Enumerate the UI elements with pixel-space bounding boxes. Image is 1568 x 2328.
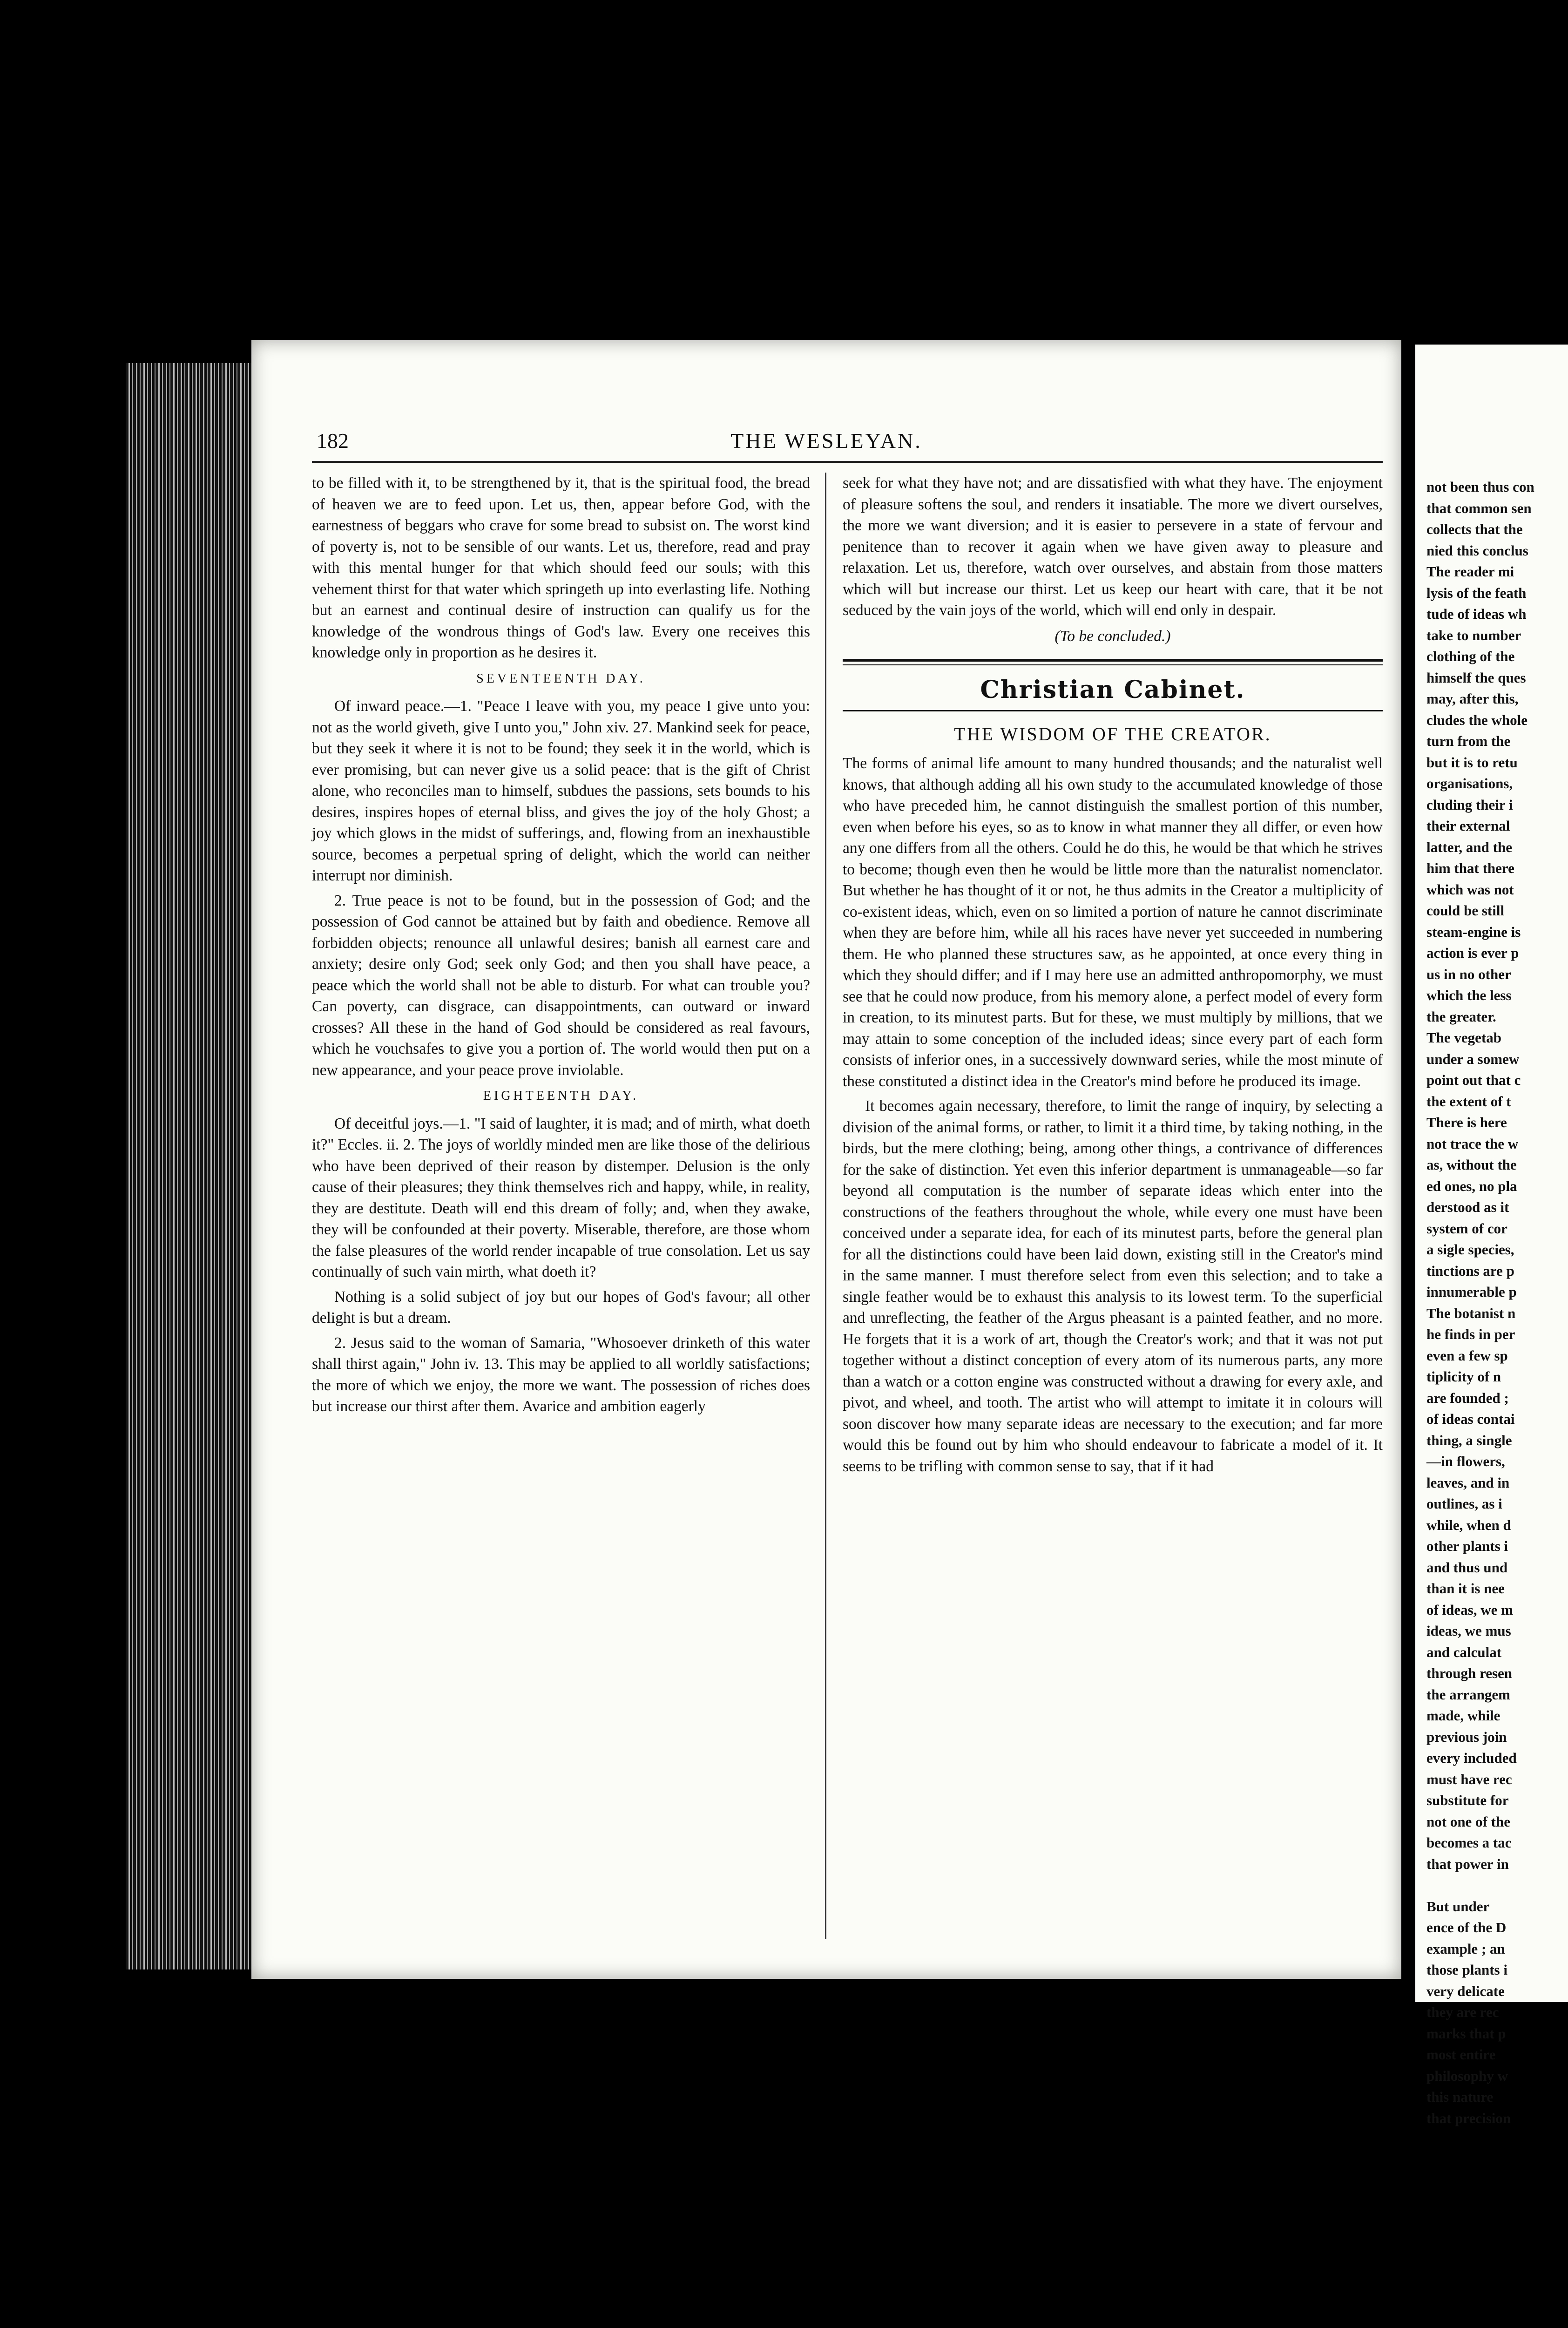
right-page-line: ed ones, no pla xyxy=(1426,1178,1517,1194)
right-page-line: which was not xyxy=(1426,881,1514,898)
book-edge xyxy=(126,363,261,1969)
right-page-line: organisations, xyxy=(1426,775,1513,792)
right-page-line: marks that p xyxy=(1426,2025,1506,2042)
right-page-line: are founded ; xyxy=(1426,1389,1509,1406)
right-page-line: he finds in per xyxy=(1426,1326,1515,1342)
right-page-line: derstood as it xyxy=(1426,1199,1509,1215)
left-column xyxy=(312,473,810,1421)
right-page-line: thing, a single xyxy=(1426,1432,1512,1448)
right-page-line: cluding their i xyxy=(1426,796,1513,813)
right-page-line: but it is to retu xyxy=(1426,754,1518,771)
section-title: Christian Cabinet. xyxy=(980,676,1245,704)
right-page-line: himself the ques xyxy=(1426,669,1526,686)
right-page-line: this nature xyxy=(1426,2089,1494,2105)
right-page-line: their external xyxy=(1426,818,1510,834)
right-page-line: action is ever p xyxy=(1426,945,1519,961)
right-page-line: which the less xyxy=(1426,987,1512,1003)
right-page-line: latter, and the xyxy=(1426,839,1512,855)
right-page-line: than it is nee xyxy=(1426,1580,1505,1597)
day-heading: EIGHTEENTH DAY. xyxy=(483,1089,639,1103)
right-page-line: The vegetab xyxy=(1426,1029,1502,1046)
paragraph: Nothing is a solid subject of joy but our hopes of God's favour; all other delight is but a dream. xyxy=(312,1288,810,1326)
right-page-line: that precision xyxy=(1426,2110,1511,2126)
right-page-line: the extent of t xyxy=(1426,1093,1511,1110)
right-page-line: not been thus con xyxy=(1426,479,1534,495)
right-page-line: him that there xyxy=(1426,860,1514,876)
right-page-line: the greater. xyxy=(1426,1008,1496,1025)
right-page-line: outlines, as i xyxy=(1426,1496,1502,1512)
article-title: THE WISDOM OF THE CREATOR. xyxy=(954,723,1271,744)
right-page-line: that common sen xyxy=(1426,500,1532,516)
column-divider xyxy=(825,473,826,1939)
right-page-line: There is here xyxy=(1426,1114,1507,1130)
paragraph: seek for what they have not; and are dissatisfied with what they have. The enjoyment of pleasure softens the soul, and renders it insatiable. The more we divert ourselves, the more we want diversion; and it is easier to persevere in a state of fervour and penitence than to recover it again when we have given away to pleasure and relaxation. Let us, therefore, watch over ourselves, and abstain from those matters which will but increase our thirst. Let us keep our heart with care, that it be not seduced by the vain joys of the world, which will end only in despair. xyxy=(843,474,1383,619)
right-page-line: But under xyxy=(1426,1898,1490,1915)
right-page-line: most entire xyxy=(1426,2046,1496,2063)
page-header xyxy=(251,428,1401,456)
right-page-line: very delicate xyxy=(1426,1983,1505,1999)
right-column xyxy=(843,473,1383,1481)
continuation-note: (To be concluded.) xyxy=(1054,627,1171,645)
title-rule xyxy=(843,710,1383,711)
right-page-line: made, while xyxy=(1426,1707,1500,1724)
right-page-line: of ideas contai xyxy=(1426,1411,1515,1427)
right-page-line: steam-engine is xyxy=(1426,923,1521,940)
paragraph: to be filled with it, to be strengthened by it, that is the spiritual food, the bread of heaven we are to feed upon. Let us, then, appear before God, with the earnestness of beggars who crave for some bread to subsist on. The worst kind of poverty is, not to be sensible of our wants. Let us, therefore, read and pray with this mental hunger for that which should feed our souls; with this vehement thirst for that water which springeth up into everlasting life. Nothing but an earnest and continual desire of instruction can qualify us for the knowledge of the wondrous things of God's law. Every one receives this knowledge only in proportion as he desires it. xyxy=(312,474,810,661)
right-page-line: not trace the w xyxy=(1426,1135,1519,1152)
paragraph: Of inward peace.—1. "Peace I leave with you, my peace I give unto you: not as the world giveth, give I unto you," John xiv. 27. Mankind seek for peace, but they seek it where it is not to be found; they seek it in the world, which is ever promising, but can never give us a solid peace: that is the gift of Christ alone, who reconciles man to himself, subdues the passions, sets bounds to his desires, inspires hopes of eternal bliss, and gives the joy of the holy Ghost; a joy which glows in the midst of sufferings, and, flowing from an inexhaustible source, becomes a perpetual spring of delight, which the world can neither interrupt nor diminish. xyxy=(312,697,810,884)
right-page-line: and thus und xyxy=(1426,1559,1508,1576)
right-page-line: collects that the xyxy=(1426,521,1523,537)
right-page-line: a sigle species, xyxy=(1426,1241,1514,1258)
right-page-line: becomes a tac xyxy=(1426,1834,1512,1851)
header-rule xyxy=(312,461,1383,463)
right-page-line: they are rec xyxy=(1426,2004,1499,2020)
right-page-line: The botanist n xyxy=(1426,1305,1516,1321)
right-page-line: innumerable p xyxy=(1426,1284,1517,1300)
right-page-line: under a somew xyxy=(1426,1050,1520,1067)
right-page-line: ence of the D xyxy=(1426,1919,1507,1935)
right-page-line: may, after this, xyxy=(1426,690,1519,707)
right-page-line: every included xyxy=(1426,1750,1517,1766)
right-page-line: turn from the xyxy=(1426,733,1511,749)
paragraph: 2. Jesus said to the woman of Samaria, "Whosoever drinketh of this water shall thirst again," John iv. 13. This may be applied to all worldly satisfactions; the more of which we enjoy, the more we want. The possession of riches does but increase our thirst after them. Avarice and ambition eagerly xyxy=(312,1334,810,1415)
page-number: 182 xyxy=(317,429,349,453)
right-page-line: through resen xyxy=(1426,1665,1513,1681)
right-page-line: example ; an xyxy=(1426,1940,1505,1957)
right-page-line: point out that c xyxy=(1426,1072,1521,1088)
right-page-line: must have rec xyxy=(1426,1771,1512,1787)
right-page-line: us in no other xyxy=(1426,966,1511,982)
right-page-line: system of cor xyxy=(1426,1220,1507,1237)
right-page-line: leaves, and in xyxy=(1426,1474,1510,1491)
right-page-line: of ideas, we m xyxy=(1426,1601,1513,1618)
running-title: THE WESLEYAN. xyxy=(730,429,922,453)
right-page-line: while, when d xyxy=(1426,1516,1511,1533)
right-page-line: take to number xyxy=(1426,627,1521,643)
right-page-line: and calculat xyxy=(1426,1644,1502,1660)
right-page-line: philosophy w xyxy=(1426,2067,1508,2084)
right-page-line: The reader mi xyxy=(1426,563,1514,580)
right-page-line: lysis of the feath xyxy=(1426,584,1527,601)
day-heading: SEVENTEENTH DAY. xyxy=(476,671,646,686)
right-page-text xyxy=(1426,476,1561,2129)
paragraph: It becomes again necessary, therefore, to limit the range of inquiry, by selecting a division of the animal forms, or rather, to limit it a third time, by taking nothing, in the birds, but the mere clothing; being, among other things, a contrivance of differences for the sake of distinction. Yet even this inferior department is unmanageable—so far beyond all computation is the number of separate ideas which enter into the constructions of the feathers throughout the whole, while every one must have been conceived under a separate idea, for each of its minutest parts, before the general plan for all the distinctions could have been laid down, existing still in the Creator's mind in the same manner. I must therefore select from even this selection; and to take a single feather would be to exhaust this analysis to its lowest term. To the superficial and unreflecting, the feather of the Argus pheasant is a painted feather, and no more. He forgets that it is a work of art, though the Creator's work; and that it was not put together without a distinct conception of every atom of its numerous parts, any more than a watch or a cotton engine was constructed without a drawing for every axle, and pivot, and wheel, and tooth. The artist who will attempt to imitate it in colours will soon discover how many separate ideas are necessary to the execution; and far more would this be found out by him who should endeavour to fabricate a model of it. It seems to be trifling with common sense to say, that if it had xyxy=(843,1097,1383,1475)
right-page-line xyxy=(1426,1875,1561,1896)
right-page-line: ideas, we mus xyxy=(1426,1623,1511,1639)
right-page-line: the arrangem xyxy=(1426,1686,1510,1703)
right-page-line: cludes the whole xyxy=(1426,711,1527,728)
right-page-line: tude of ideas wh xyxy=(1426,606,1527,622)
right-page-line: clothing of the xyxy=(1426,648,1515,664)
right-page-line: previous join xyxy=(1426,1728,1507,1745)
section-rule xyxy=(843,659,1383,665)
right-page-fragment xyxy=(1415,345,1568,2126)
right-page-line: other plants i xyxy=(1426,1538,1508,1554)
right-page-line: that power in xyxy=(1426,1855,1509,1872)
right-page-line: could be still xyxy=(1426,902,1505,919)
right-page-line: —in flowers, xyxy=(1426,1453,1505,1469)
right-page-line: tinctions are p xyxy=(1426,1262,1514,1279)
right-page-line: tiplicity of n xyxy=(1426,1368,1501,1385)
left-page xyxy=(251,340,1401,1979)
right-page-line: even a few sp xyxy=(1426,1347,1508,1364)
right-page-line: substitute for xyxy=(1426,1792,1509,1808)
paragraph: 2. True peace is not to be found, but in the possession of God; and the possession of God cannot be attained but by faith and obedience. Remove all forbidden objects; renounce all unlawful desires; banish all earnest care and anxiety; desire only God; seek only God; and then you shall have peace, a peace which the world shall not be able to disturb. For what can trouble you? Can poverty, can disgrace, can disappointments, can outward or inward crosses? All these in the hand of God should be considered as real favours, which he vouchsafes to give you a portion of. The world would then put on a new appearance, and your peace prove inviolable. xyxy=(312,892,810,1079)
right-page-line: those plants i xyxy=(1426,1962,1507,1978)
right-page-line: nied this conclus xyxy=(1426,542,1528,559)
right-page-line: not one of the xyxy=(1426,1813,1510,1830)
right-page-line: as, without the xyxy=(1426,1157,1517,1173)
paragraph: Of deceitful joys.—1. "I said of laughter, it is mad; and of mirth, what doeth it?" Eccles. ii. 2. The joys of worldly minded men are like those of the delirious who have been deprived of their reason by distemper. Delusion is the only cause of their pleasures; they think themselves rich and happy, while, in reality, they are destitute. Death will end this dream of folly; and, when they awake, they will be confounded at their poverty. Miserable, therefore, are those whom the false pleasures of the world render incapable of true consolation. Let us say continually of such vain mirth, what doeth it? xyxy=(312,1115,810,1280)
paragraph: The forms of animal life amount to many hundred thousands; and the naturalist well knows, that although adding all his own study to the accumulated knowledge of those who have preceded him, he cannot distinguish the smallest portion of this number, even when before his eyes, so as to know in what manner they all differ, or even how any one differs from all the others. Could he do this, he would be that which he strives to become; though even then he would be little more than the naturalist nomenclator. But whether he has thought of it or not, he thus admits in the Creator a multiplicity of co-existent ideas, which, even on so limited a portion of nature he cannot discriminate when they are before him, while all his races have never yet succeeded in numbering them. He who planned these structures saw, as he appointed, at once every thing in which they should differ; and if I may here use an admitted anthropomorphy, we must see that he could now produce, from his memory alone, a perfect model of every form in creation, to its minutest parts. But for these, we must multiply by millions, that we may attain to some conception of the included ideas; since every part of each form consists of inferior ones, in a successively downward series, while the most minute of these constituted a distinct idea in the Creator's mind before he produced its image. xyxy=(843,755,1383,1090)
